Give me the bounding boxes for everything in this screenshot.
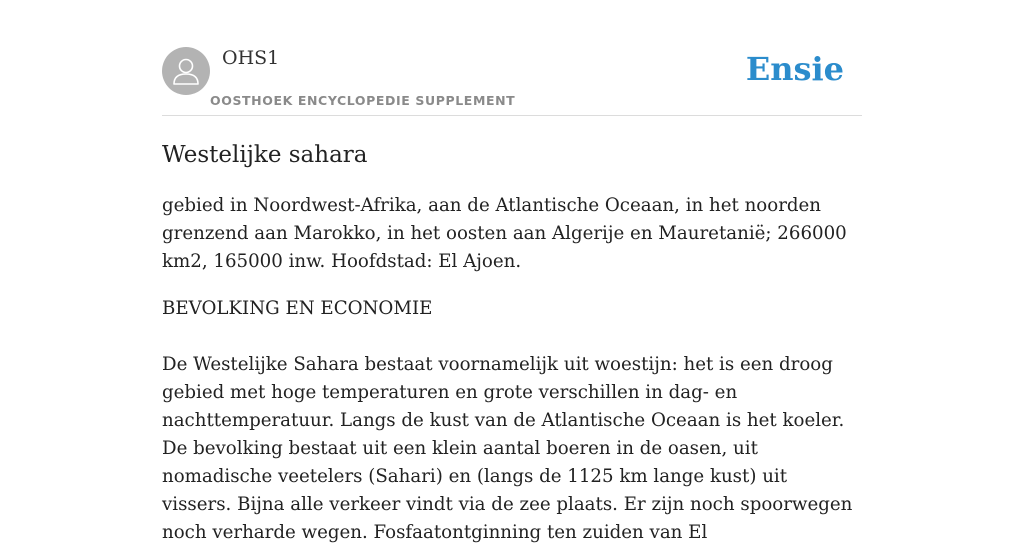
username-link[interactable]: OHS1 [222, 47, 280, 69]
page [162, 0, 862, 543]
article-intro: gebied in Noordwest-Afrika, aan de Atlantische Oceaan, in het noorden grenzend aan Marokko, in het oosten aan Algerije en Mauretanië; 266000 km2, 165000 inw. Hoofdstad: El Ajoen. [162, 195, 847, 272]
avatar[interactable] [162, 47, 210, 95]
ensie-logo[interactable]: Ensie [745, 50, 844, 88]
source-label[interactable]: OOSTHOEK ENCYCLOPEDIE SUPPLEMENT [210, 93, 516, 108]
article-body [162, 192, 862, 547]
section-heading: BEVOLKING EN ECONOMIE [162, 298, 433, 319]
section-text: De Westelijke Sahara bestaat voornamelijk uit woestijn: het is een droog gebied met hoge temperaturen en grote verschillen in dag- en nachttemperatuur. Langs de kust van de Atlantische Oceaan is het koeler. De bevolking bestaat uit een klein aantal boeren in de oasen, uit nomadische veetelers (Sahari) en (langs de 1125 km lange kust) uit vissers. Bijna alle verkeer vindt via de zee plaats. Er zijn noch spoorwegen noch verharde wegen. Fosfaatontginning ten zuiden van El [162, 354, 853, 543]
user-silhouette-icon [162, 47, 210, 95]
article-title: Westelijke sahara [162, 142, 368, 168]
header [162, 0, 862, 116]
